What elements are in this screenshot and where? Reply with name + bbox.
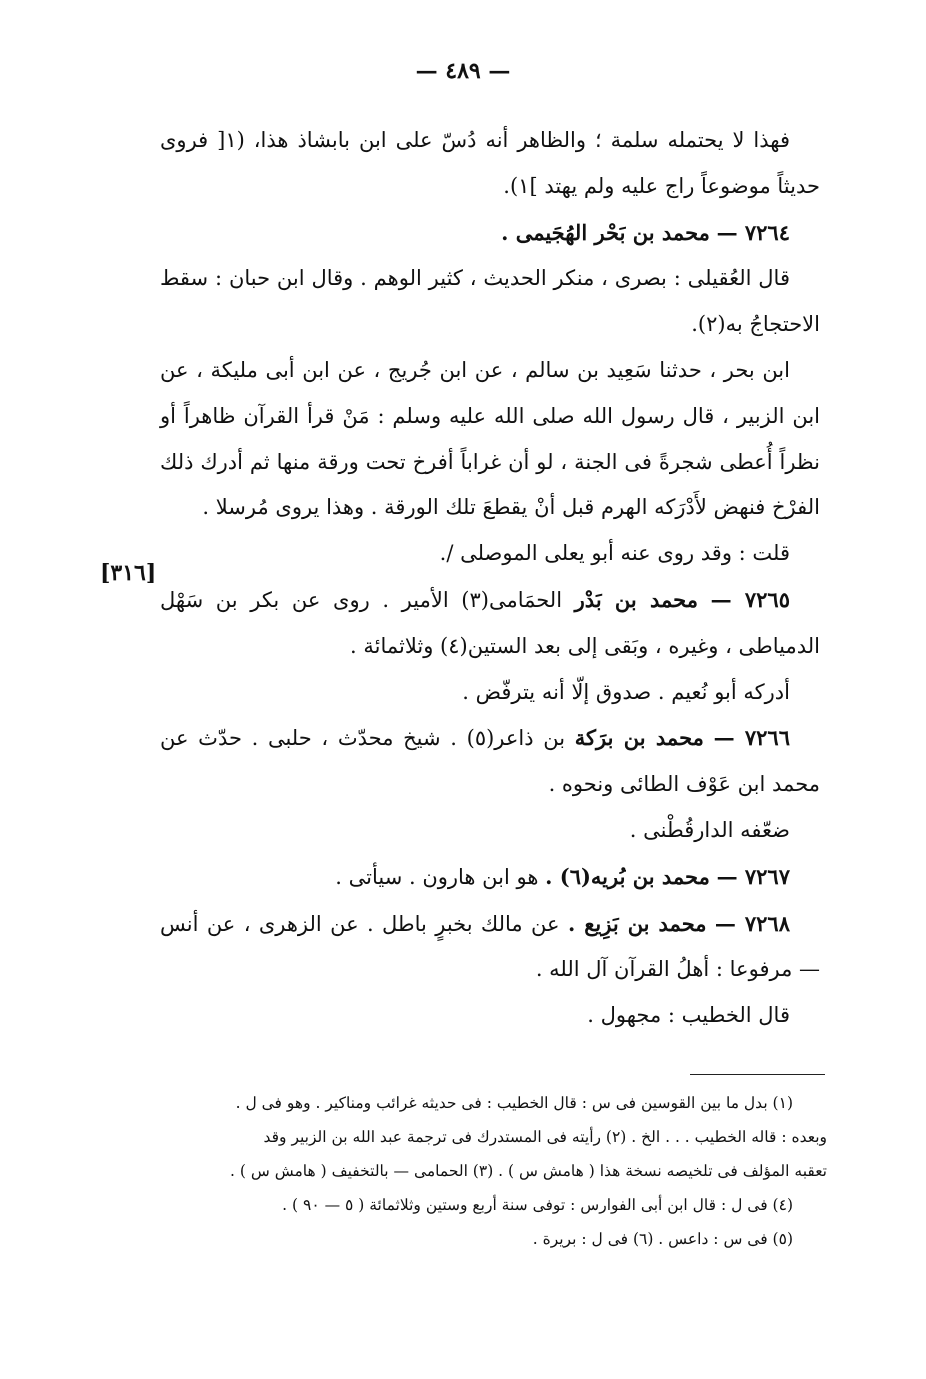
footnotes [165,1086,827,1256]
entry-7264 [160,210,820,257]
footnote: (١) بدل ما بين القوسين فى س : قال الخطيب : فى حديثه غرائب ومناكير . وهو فى ل . [235,1094,793,1112]
main-text [160,118,820,1039]
paragraph: ضعّفه الدارقُطْنى . [629,817,790,842]
paragraph: قلت : وقد روى عنه أبو يعلى الموصلى /. [439,541,790,566]
entry-number: ٧٢٦٥ — [710,586,790,612]
page-number: — ٤٨٩ — [415,58,511,84]
entry-name: محمد بن بُريه(٦) . [545,863,710,889]
paragraph: قال الخطيب : مجهول . [587,1003,790,1028]
paragraph: قال العُقيلى : بصرى ، منكر الحديث ، كثير الوهم . وقال ابن حبان : سقط الاحتجاجُ به(٢). [160,266,820,337]
paragraph: أدركه أبو نُعيم . صدوق إلّا أنه يترفّض . [462,679,790,704]
footnote: (٤) فى ل : قال ابن أبى الفوارس : توفى سنة أربع وستين وثلاثمائة ( ٥ — ٩٠ ) . [282,1196,793,1214]
entry-name: محمد بن بَزِيع . [567,910,707,936]
entry-number: ٧٢٦٨ — [714,910,790,936]
footnote: تعقبه المؤلف فى تلخيصه نسخة هذا ( هامش س ) . (٣) الحمامى — بالتخفيف ( هامش س ) . [230,1162,827,1180]
footnote: وبعده : قاله الخطيب . . . الخ . (٢) رأيته فى المستدرك فى ترجمة عبد الله بن الزبير وقد [263,1128,827,1146]
entry-name: محمد بن بَحْر الهُجَيمى . [501,219,710,245]
margin-reference: [٣١٦] [100,560,157,586]
entry-text: عن مالك بخبرٍ باطل . عن الزهرى ، عن أنس — مرفوعا : أهلُ القرآن آل الله . [160,911,820,982]
entry-number: ٧٢٦٧ — [716,863,790,889]
entry-number: ٧٢٦٤ — [716,219,790,245]
entry-text: هو ابن هارون . سيأتى . [335,864,539,889]
entry-7266 [160,715,820,808]
entry-7265 [160,577,820,670]
paragraph: ابن بحر ، حدثنا سَعِيد بن سالم ، عن ابن جُريج ، عن ابن أبى مليكة ، عن ابن الزبير ، قال رسول الله صلى الله عليه وسلم : مَنْ قرأ القرآن ظاهراً أو نظراً أُعطى شجرةً فى الجنة ، لو أن غراباً أفرخ تحت ورقة منها ثم أدرك ذلك الفرْخ فنهض لأَدْرَكه الهرم قبل أنْ يقطعَ تلك الورقة . وهذا يروى مُرسلا . [160,357,820,520]
entry-text: بن ذاعر(٥) . شيخ محدّث ، حلبى . حدّث عن محمد ابن عَوْف الطائى ونحوه . [160,726,820,797]
entry-text: الحمَامى(٣) الأمير . روى عن بكر بن سَهْل الدمياطى ، وغيره ، وبَقى إلى بعد الستين(٤) وثلاثمائة . [160,587,820,658]
entry-7267 [160,854,820,901]
paragraph: فهذا لا يحتمله سلمة ؛ والظاهر أنه دُسّ على ابن بابشاذ هذا، (١[ فروى حديثاً موضوعاً راج عليه ولم يهتد ]١). [160,128,820,198]
entry-7268 [160,901,820,994]
entry-name: محمد بن برَكة [574,725,704,751]
footnote-divider [690,1074,825,1075]
entry-name: محمد بن بَدْر [574,586,698,612]
footnote: (٥) فى س : داعس . (٦) فى ل : بريرة . [532,1230,793,1248]
entry-number: ٧٢٦٦ — [713,725,790,751]
